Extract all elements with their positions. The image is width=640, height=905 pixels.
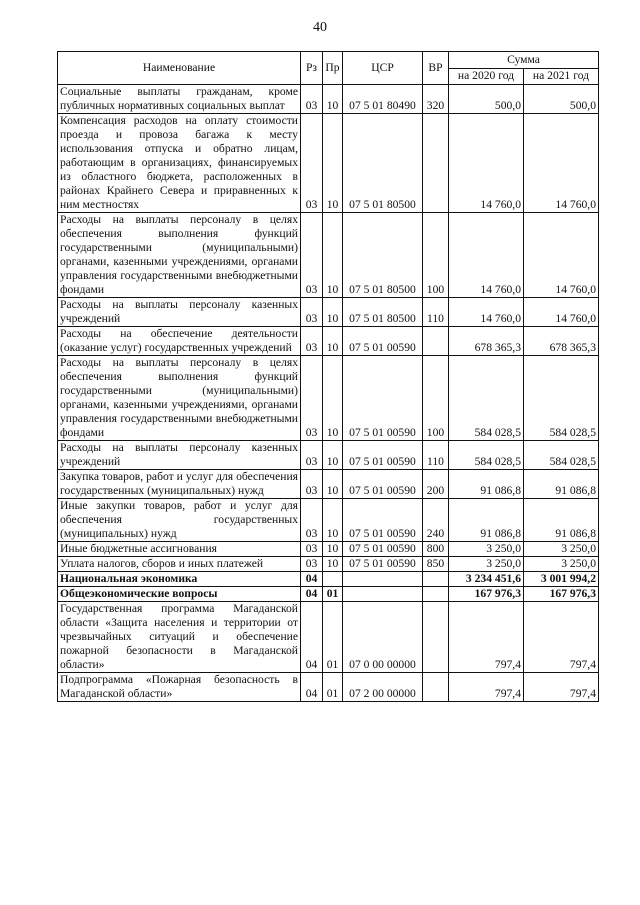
cell-sum-2020: 91 086,8 (449, 499, 524, 542)
cell-sum-2021: 797,4 (524, 673, 599, 702)
cell-csr (343, 572, 423, 587)
cell-pr: 10 (323, 213, 343, 298)
cell-sum-2020: 500,0 (449, 85, 524, 114)
cell-pr: 10 (323, 542, 343, 557)
table-row (58, 213, 599, 298)
cell-pr: 10 (323, 470, 343, 499)
cell-name: Общеэкономические вопросы (58, 587, 301, 602)
cell-sum-2021: 3 001 994,2 (524, 572, 599, 587)
cell-csr: 07 0 00 00000 (343, 602, 423, 673)
cell-pr: 01 (323, 673, 343, 702)
cell-pr: 10 (323, 499, 343, 542)
cell-sum-2020: 91 086,8 (449, 470, 524, 499)
cell-rz: 04 (301, 587, 323, 602)
cell-rz: 03 (301, 441, 323, 470)
cell-pr: 10 (323, 85, 343, 114)
cell-rz: 03 (301, 327, 323, 356)
cell-rz: 03 (301, 114, 323, 213)
cell-sum-2021: 91 086,8 (524, 499, 599, 542)
cell-rz: 03 (301, 298, 323, 327)
cell-pr: 10 (323, 327, 343, 356)
table-row (58, 356, 599, 441)
header-csr: ЦСР (343, 52, 423, 85)
cell-vr: 100 (423, 356, 449, 441)
table-body (58, 85, 599, 702)
cell-rz: 03 (301, 499, 323, 542)
cell-sum-2021: 14 760,0 (524, 298, 599, 327)
cell-sum-2020: 14 760,0 (449, 298, 524, 327)
cell-sum-2021: 678 365,3 (524, 327, 599, 356)
cell-pr (323, 572, 343, 587)
cell-pr: 10 (323, 298, 343, 327)
cell-csr (343, 587, 423, 602)
cell-pr: 10 (323, 557, 343, 572)
cell-csr: 07 5 01 80500 (343, 114, 423, 213)
table-row (58, 114, 599, 213)
cell-name: Подпрограмма «Пожарная безопасность в Магаданской области» (58, 673, 301, 702)
cell-sum-2020: 167 976,3 (449, 587, 524, 602)
cell-vr (423, 114, 449, 213)
cell-name: Расходы на выплаты персоналу в целях обеспечения выполнения функций государственными (муниципальными) органами, казенными учреждениями, органами управления государственными внебюджетными фондами (58, 213, 301, 298)
cell-sum-2021: 14 760,0 (524, 213, 599, 298)
cell-vr: 320 (423, 85, 449, 114)
cell-pr: 10 (323, 441, 343, 470)
cell-name: Компенсация расходов на оплату стоимости проезда и провоза багажа к месту использования отпуска и обратно лицам, работающим в организациях, финансируемых из областного бюджета, расположенных в районах Крайнего Севера и приравненных к ним местностях (58, 114, 301, 213)
page-number: 40 (313, 20, 327, 35)
header-vr: ВР (423, 52, 449, 85)
cell-csr: 07 5 01 00590 (343, 499, 423, 542)
cell-csr: 07 2 00 00000 (343, 673, 423, 702)
cell-sum-2021: 14 760,0 (524, 114, 599, 213)
cell-sum-2021: 500,0 (524, 85, 599, 114)
cell-csr: 07 5 01 00590 (343, 470, 423, 499)
cell-name: Иные закупки товаров, работ и услуг для обеспечения государственных (муниципальных) нужд (58, 499, 301, 542)
table-row (58, 327, 599, 356)
cell-sum-2020: 797,4 (449, 602, 524, 673)
cell-sum-2021: 3 250,0 (524, 542, 599, 557)
cell-sum-2020: 678 365,3 (449, 327, 524, 356)
header-sum-2021: на 2021 год (524, 68, 599, 85)
cell-sum-2021: 167 976,3 (524, 587, 599, 602)
header-name: Наименование (58, 52, 301, 85)
header-rz: Рз (301, 52, 323, 85)
cell-sum-2021: 3 250,0 (524, 557, 599, 572)
cell-csr: 07 5 01 80490 (343, 85, 423, 114)
cell-sum-2021: 91 086,8 (524, 470, 599, 499)
cell-sum-2020: 584 028,5 (449, 441, 524, 470)
cell-pr: 10 (323, 114, 343, 213)
table-row (58, 602, 599, 673)
table-row (58, 298, 599, 327)
cell-pr: 10 (323, 356, 343, 441)
table-row (58, 673, 599, 702)
header-sum-2020: на 2020 год (449, 68, 524, 85)
cell-name: Государственная программа Магаданской области «Защита населения и территории от чрезвычайных ситуаций и обеспечение пожарной безопасности в Магаданской области» (58, 602, 301, 673)
cell-sum-2020: 584 028,5 (449, 356, 524, 441)
cell-sum-2020: 3 234 451,6 (449, 572, 524, 587)
cell-rz: 04 (301, 602, 323, 673)
table-row (58, 499, 599, 542)
cell-vr: 110 (423, 441, 449, 470)
cell-name: Социальные выплаты гражданам, кроме публичных нормативных социальных выплат (58, 85, 301, 114)
cell-rz: 03 (301, 557, 323, 572)
table-row (58, 441, 599, 470)
table-row (58, 572, 599, 587)
cell-sum-2020: 3 250,0 (449, 557, 524, 572)
cell-vr (423, 673, 449, 702)
header-pr: Пр (323, 52, 343, 85)
cell-sum-2020: 3 250,0 (449, 542, 524, 557)
cell-csr: 07 5 01 00590 (343, 441, 423, 470)
cell-vr (423, 587, 449, 602)
cell-name: Расходы на выплаты персоналу казенных учреждений (58, 441, 301, 470)
cell-vr: 100 (423, 213, 449, 298)
cell-name: Иные бюджетные ассигнования (58, 542, 301, 557)
cell-rz: 04 (301, 572, 323, 587)
cell-rz: 03 (301, 213, 323, 298)
cell-vr: 850 (423, 557, 449, 572)
cell-csr: 07 5 01 00590 (343, 557, 423, 572)
table-row (58, 557, 599, 572)
cell-vr (423, 602, 449, 673)
cell-rz: 04 (301, 673, 323, 702)
cell-name: Уплата налогов, сборов и иных платежей (58, 557, 301, 572)
cell-rz: 03 (301, 470, 323, 499)
cell-sum-2021: 584 028,5 (524, 356, 599, 441)
budget-table (57, 51, 599, 702)
cell-sum-2020: 797,4 (449, 673, 524, 702)
cell-csr: 07 5 01 80500 (343, 213, 423, 298)
cell-vr: 200 (423, 470, 449, 499)
cell-sum-2020: 14 760,0 (449, 114, 524, 213)
cell-name: Расходы на обеспечение деятельности (оказание услуг) государственных учреждений (58, 327, 301, 356)
cell-rz: 03 (301, 542, 323, 557)
cell-pr: 01 (323, 587, 343, 602)
cell-rz: 03 (301, 356, 323, 441)
table-row (58, 587, 599, 602)
cell-csr: 07 5 01 00590 (343, 327, 423, 356)
table-row (58, 470, 599, 499)
table-row (58, 85, 599, 114)
cell-sum-2021: 584 028,5 (524, 441, 599, 470)
cell-rz: 03 (301, 85, 323, 114)
cell-name: Закупка товаров, работ и услуг для обеспечения государственных (муниципальных) нужд (58, 470, 301, 499)
cell-sum-2021: 797,4 (524, 602, 599, 673)
cell-name: Национальная экономика (58, 572, 301, 587)
cell-vr: 110 (423, 298, 449, 327)
cell-csr: 07 5 01 00590 (343, 356, 423, 441)
cell-pr: 01 (323, 602, 343, 673)
cell-name: Расходы на выплаты персоналу в целях обеспечения выполнения функций государственными (муниципальными) органами, казенными учреждениями, органами управления государственными внебюджетными фондами (58, 356, 301, 441)
table-row (58, 542, 599, 557)
cell-name: Расходы на выплаты персоналу казенных учреждений (58, 298, 301, 327)
cell-csr: 07 5 01 80500 (343, 298, 423, 327)
cell-csr: 07 5 01 00590 (343, 542, 423, 557)
cell-vr: 800 (423, 542, 449, 557)
cell-sum-2020: 14 760,0 (449, 213, 524, 298)
cell-vr (423, 572, 449, 587)
cell-vr (423, 327, 449, 356)
cell-vr: 240 (423, 499, 449, 542)
header-sum: Сумма (449, 52, 599, 69)
